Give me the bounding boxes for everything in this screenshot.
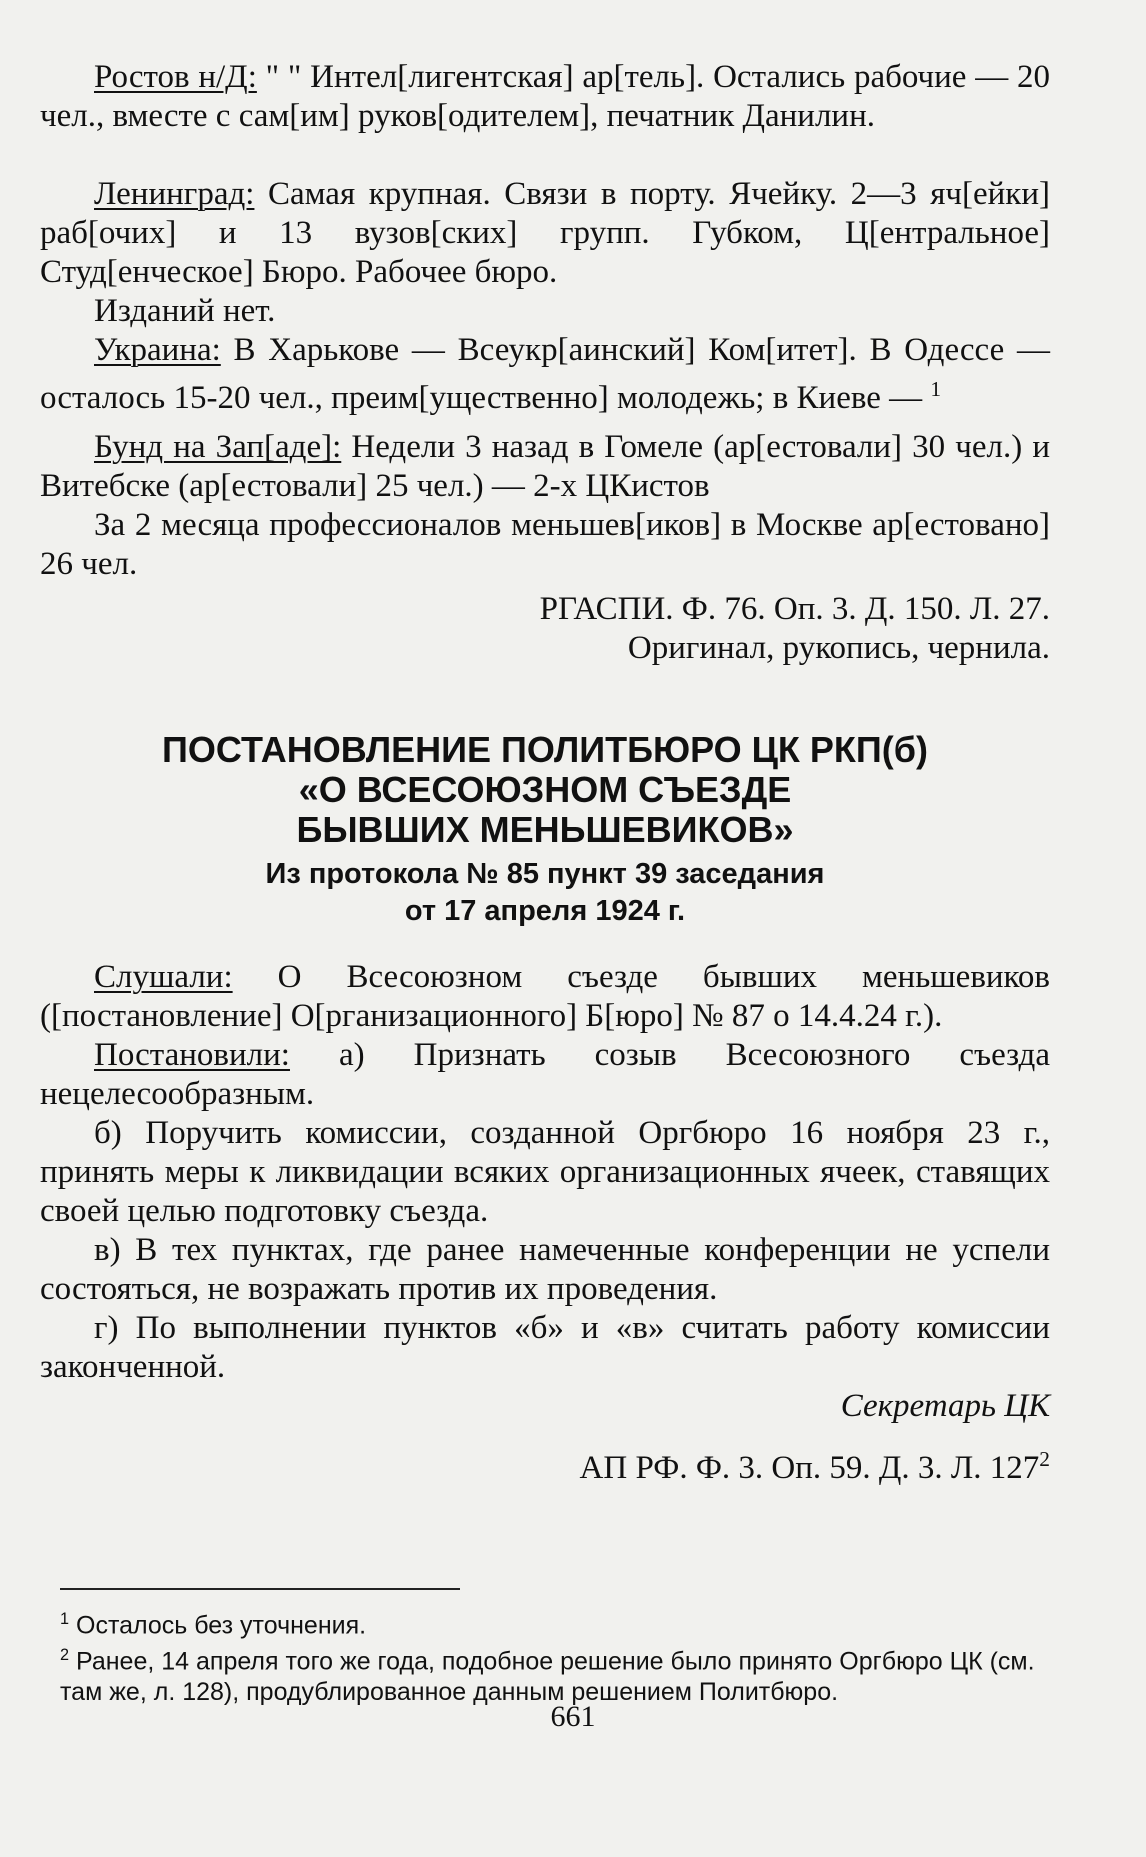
footnote-ref-1: 1 [930,377,942,401]
decided-item-a: а) Признать созыв Всесоюзного съезда нецелесообразным. [40,1037,1050,1112]
leningrad-text: Самая крупная. Связи в порту. Ячейку. 2—3 яч[ейки] раб[очих] и 13 вузов[ских] групп. Губком, Ц[ентральное] Студ[енческое] Бюро. Рабочее бюро. [40,176,1050,290]
izdaniy-line: Изданий нет. [94,293,276,329]
bund-label: Бунд на Зап[аде]: [94,429,342,465]
rostov-paragraph [40,58,1050,136]
leningrad-paragraph [40,175,1050,292]
footnote-divider [60,1588,460,1590]
decided-label: Постановили: [94,1037,290,1073]
resolution-title-line-1: ПОСТАНОВЛЕНИЕ ПОЛИТБЮРО ЦК РКП(б) [162,729,928,770]
item-v-paragraph: в) В тех пунктах, где ранее намеченные конференции не успели состояться, не возражать против их проведения. [40,1232,1050,1307]
bund-text: Недели 3 назад в Гомеле (ар[естовали] 30 чел.) и Витебске (ар[естовали] 25 чел.) — 2-х ЦКистов [40,429,1051,504]
footnote-1 [60,1604,1050,1641]
footnote-2-mark: 2 [60,1646,70,1664]
resolution-title-line-3: БЫВШИХ МЕНЬШЕВИКОВ» [296,809,794,850]
archive-reference-1: РГАСПИ. Ф. 76. Оп. 3. Д. 150. Л. 27. [539,591,1050,627]
item-g-paragraph: г) По выполнении пунктов «б» и «в» считать работу комиссии законченной. [40,1310,1050,1385]
archive-note-1: Оригинал, рукопись, чернила. [627,630,1050,666]
item-b-paragraph: б) Поручить комиссии, созданной Оргбюро 16 ноября 23 г., принять меры к ликвидации всяких организационных ячеек, ставящих своей целью подготовку съезда. [40,1115,1050,1229]
footnote-1-mark: 1 [60,1610,70,1628]
resolution-title-line-2: «О ВСЕСОЮЗНОМ СЪЕЗДЕ [298,769,792,810]
leningrad-label: Ленинград: [94,176,255,212]
ukraine-text: В Харькове — Всеукр[аинский] Ком[итет]. В Одессе — осталось 15-20 чел., преим[ущественно] молодежь; в Киеве — [40,332,1050,416]
ukraine-paragraph [40,331,1050,418]
decided-paragraph [40,1036,1050,1114]
heard-text: О Всесоюзном съезде бывших меньшевиков ([постановление] О[рганизационного] Б[юро] № 87 о 14.4.24 г.). [40,959,1050,1034]
archive-reference-2 [40,1440,1050,1488]
footnote-2 [60,1640,1050,1708]
archive-reference-2-text: АП РФ. Ф. 3. Оп. 59. Д. 3. Л. 127 [579,1450,1040,1486]
signature: Секретарь ЦК [840,1388,1050,1424]
arrests-paragraph: За 2 месяца профессионалов меньшев[иков] в Москве ар[естовано] 26 чел. [40,507,1050,582]
heard-paragraph [40,958,1050,1036]
footnote-2-text: Ранее, 14 апреля того же года, подобное решение было принято Оргбюро ЦК (см. там же, л. 128), продублированное данным решением Политбюро. [60,1647,1035,1707]
bund-paragraph [40,428,1050,506]
ukraine-label: Украина: [94,332,221,368]
rostov-text: " " Интел[лигентская] ар[тель]. Остались рабочие — 20 чел., вместе с сам[им] руков[одителем], печатник Данилин. [40,59,1051,134]
heard-label: Слушали: [94,959,233,995]
resolution-subtitle-line-2: от 17 апреля 1924 г. [404,895,686,927]
rostov-label: Ростов н/Д: [94,59,257,95]
footnote-ref-2: 2 [1039,1447,1050,1471]
resolution-subtitle-line-1: Из протокола № 85 пункт 39 заседания [265,858,825,890]
footnote-1-text: Осталось без уточнения. [69,1611,367,1640]
page-number: 661 [550,1700,596,1733]
